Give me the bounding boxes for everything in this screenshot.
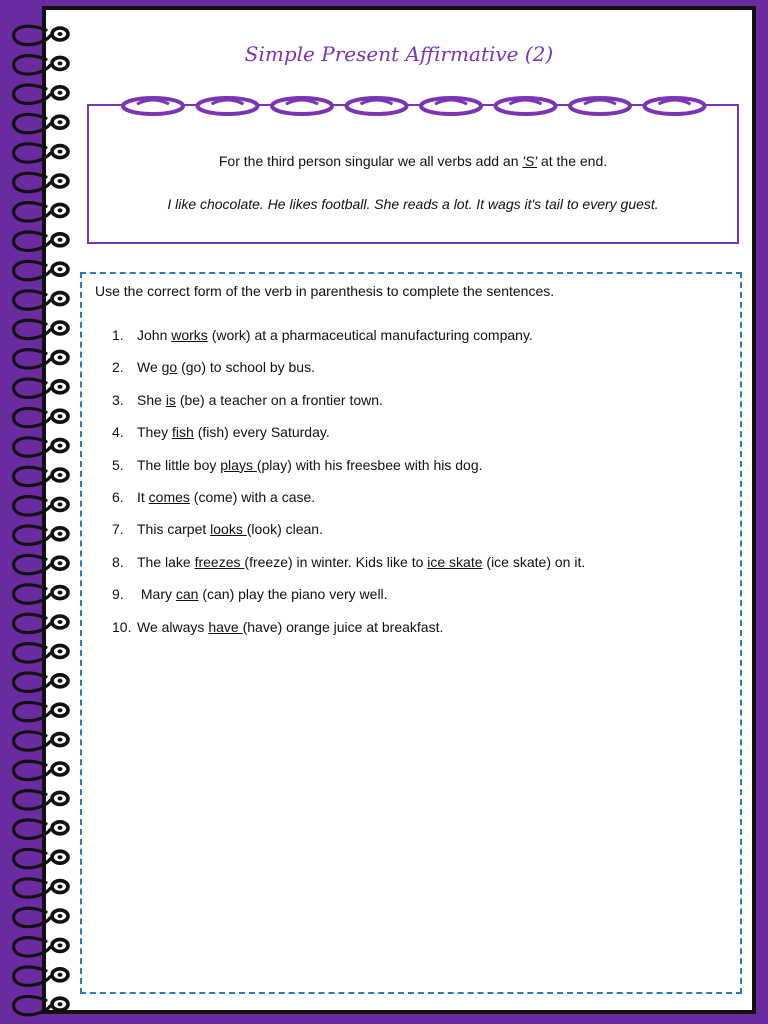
sentence-text: We always bbox=[137, 618, 209, 635]
answer-word: works bbox=[171, 327, 208, 343]
exercise-number: 5. bbox=[112, 456, 124, 473]
answer-word: plays bbox=[220, 456, 257, 473]
exercise-item bbox=[112, 390, 585, 422]
exercise-number: 4. bbox=[112, 424, 124, 441]
exercise-number: 3. bbox=[112, 391, 124, 408]
sentence-text: (come) with a case. bbox=[189, 488, 316, 505]
exercise-number: 7. bbox=[112, 521, 124, 538]
exercise-item bbox=[112, 422, 585, 454]
exercise-number: 2. bbox=[112, 359, 124, 376]
sentence-text: It bbox=[137, 488, 149, 505]
exercise-number: 6. bbox=[112, 488, 124, 505]
answer-word: looks bbox=[210, 521, 247, 538]
sentence-text: (can) play the piano very well. bbox=[198, 586, 388, 603]
rule-text bbox=[87, 153, 739, 169]
answer-word: fish bbox=[172, 424, 194, 441]
sentence-text: (be) a teacher on a frontier town. bbox=[175, 391, 383, 408]
answer-word: ice skate bbox=[427, 553, 483, 570]
rule-text-before: For the third person singular we all verbs add an bbox=[218, 153, 523, 169]
sentence-text: (play) with his freesbee with his dog. bbox=[256, 456, 483, 473]
sentence-text: (freeze) in winter. Kids like to bbox=[244, 553, 428, 570]
rule-box-rings-icon bbox=[87, 92, 739, 124]
exercise-item bbox=[112, 519, 585, 551]
sentence-text: (look) clean. bbox=[246, 521, 323, 538]
answer-word: go bbox=[161, 359, 178, 376]
answer-word: can bbox=[175, 586, 199, 603]
answer-word: is bbox=[165, 391, 176, 408]
answer-word: have bbox=[208, 618, 243, 635]
exercise-item bbox=[112, 455, 585, 487]
exercise-item bbox=[112, 552, 585, 584]
rule-box bbox=[87, 104, 739, 244]
sentence-text: The little boy bbox=[137, 456, 221, 473]
sentence-text: (ice skate) on it. bbox=[482, 553, 586, 570]
exercise-instructions: Use the correct form of the verb in parenthesis to complete the sentences. bbox=[95, 283, 555, 299]
exercise-number: 1. bbox=[112, 327, 124, 343]
sentence-text: (fish) every Saturday. bbox=[193, 424, 330, 441]
sentence-text: The lake bbox=[137, 553, 195, 570]
exercise-list bbox=[112, 325, 585, 649]
exercise-number: 9. bbox=[112, 586, 124, 603]
sentence-text: We bbox=[137, 359, 162, 376]
sentence-text: Mary bbox=[137, 586, 176, 603]
exercise-item bbox=[112, 325, 585, 357]
sentence-text: (work) at a pharmaceutical manufacturing company. bbox=[207, 327, 533, 343]
exercise-item bbox=[112, 584, 585, 616]
sentence-text: (have) orange juice at breakfast. bbox=[242, 618, 444, 635]
exercise-item bbox=[112, 617, 585, 649]
page-title: Simple Present Affirmative (2) bbox=[244, 42, 554, 66]
answer-word: comes bbox=[148, 488, 190, 505]
exercise-number: 8. bbox=[112, 553, 124, 570]
rule-highlight: 'S' bbox=[522, 153, 538, 169]
exercise-item bbox=[112, 357, 585, 389]
exercise-number: 10. bbox=[112, 618, 132, 635]
rule-examples: I like chocolate. He likes football. She reads a lot. It wags it's tail to every guest. bbox=[167, 196, 659, 212]
exercise-item bbox=[112, 487, 585, 519]
sentence-text: She bbox=[137, 391, 166, 408]
sentence-text: (go) to school by bus. bbox=[177, 359, 315, 376]
rule-text-after: at the end. bbox=[537, 153, 608, 169]
sentence-text: John bbox=[137, 327, 172, 343]
sentence-text: They bbox=[137, 424, 173, 441]
answer-word: freezes bbox=[194, 553, 245, 570]
sentence-text: This carpet bbox=[137, 521, 211, 538]
